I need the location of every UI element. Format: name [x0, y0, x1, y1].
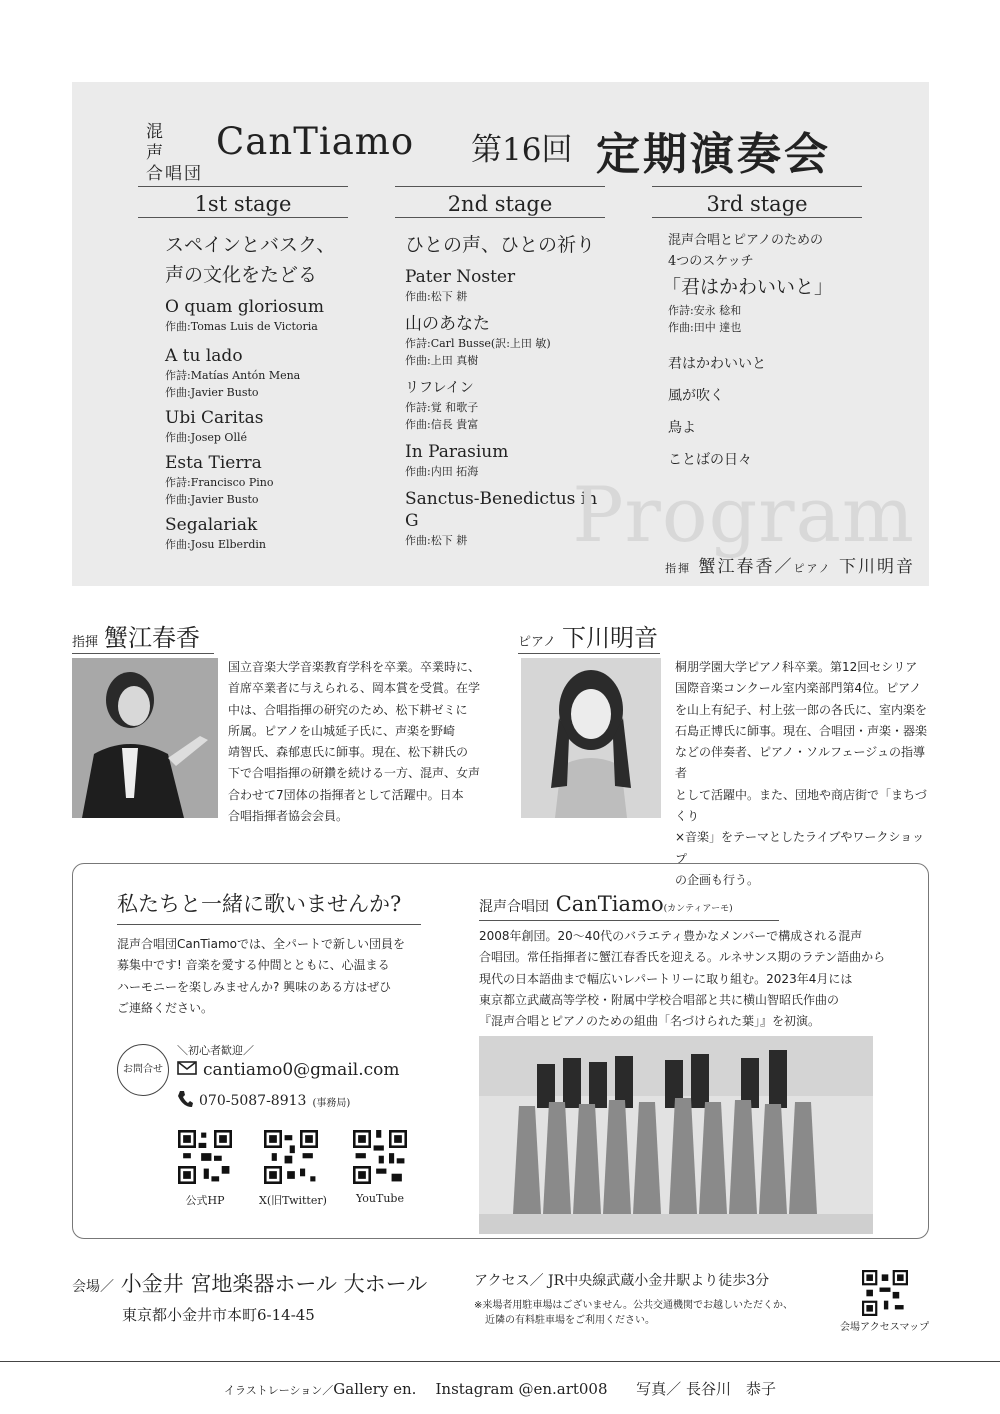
piece-credit: 作詩:Carl Busse(訳:上田 敏) [405, 337, 551, 350]
stage-3 [652, 186, 862, 476]
program-watermark: Program [572, 470, 915, 559]
profile-role: 指揮 [72, 635, 99, 650]
piece-credit: 作曲:内田 拓海 [405, 465, 479, 478]
piece [405, 377, 605, 433]
movement: 君はかわいいと [668, 356, 766, 372]
piece-title: Segalariak [165, 515, 258, 535]
stage-heading: 1st stage [138, 186, 348, 218]
about-line: 合唱団。常任指揮者に蟹江春香氏を迎える。ルネサンス期のラテン語曲から [479, 950, 886, 965]
access-text: JR中央線武蔵小金井駅より徒歩3分 [548, 1273, 770, 1289]
piece-credit: 作曲:田中 達也 [668, 321, 742, 334]
piece-credit: 作詩:安永 稔和 [668, 304, 742, 317]
stage-subtitle-line: スペインとバスク、 [165, 234, 336, 256]
bio-line: を山上有紀子、村上弦一郎の各氏に、室内楽を [675, 702, 928, 717]
photo-credit: 長谷川 恭子 [685, 1380, 776, 1398]
piece-title: 山のあなた [405, 314, 490, 334]
qr-code-icon [264, 1130, 318, 1184]
piece-credit: 作詩:覚 和歌子 [405, 401, 479, 414]
recruitment-line: 混声合唱団CanTiamoでは、全パートで新しい団員を [117, 937, 406, 951]
beginner-note: ＼初心者歓迎／ [177, 1044, 254, 1057]
phone-note: (事務局) [312, 1097, 351, 1109]
about-line: 2008年創団。20〜40代のバラエティ豊かなメンバーで構成される混声 [479, 929, 863, 943]
piece-title: Esta Tierra [165, 453, 262, 473]
venue-label: 会場／ [72, 1279, 114, 1295]
suite-intro [668, 230, 862, 272]
stage-1 [138, 186, 348, 553]
profile-name: 下川明音 [561, 624, 658, 652]
bio-line: 国立音楽大学音楽教育学科を卒業。卒業時に、 [228, 660, 481, 674]
stage-subtitle-line: 声の文化をたどる [165, 264, 318, 286]
venue-address: 東京都小金井市本町6-14-45 [122, 1306, 315, 1324]
stage-subtitle [405, 230, 605, 260]
footer-divider [0, 1361, 1000, 1362]
concert-number: 第16回 [471, 132, 573, 168]
bio-line: などの伴奏者、ピアノ・ソルフェージュの指導者 [675, 745, 925, 781]
phone-row [177, 1090, 350, 1112]
stage-subtitle [165, 230, 348, 290]
qr-youtube[interactable] [348, 1130, 412, 1205]
piece [165, 452, 348, 508]
stage-subtitle-line: ひとの声、ひとの祈り [405, 234, 596, 256]
about-line: 現代の日本語曲まで幅広いレパートリーに取り組む。2023年4月には [479, 971, 853, 986]
stage-heading: 3rd stage [652, 186, 862, 218]
qr-label: YouTube [356, 1192, 404, 1205]
photo-label: 写真／ [636, 1380, 682, 1398]
recruitment-line: ハーモニーを楽しみませんか? 興味のある方はぜひ [117, 979, 392, 994]
bio-line: 靖智氏、森郁恵氏に師事。現在、松下耕氏の [228, 745, 469, 760]
piece [165, 345, 348, 401]
conductor-photo [72, 658, 218, 818]
access-line [474, 1270, 769, 1290]
concert-title: 定期演奏会 [596, 129, 831, 180]
about-text [479, 926, 889, 1032]
contact-badge: お問合せ [117, 1044, 169, 1096]
qr-label: 公式HP [185, 1194, 225, 1207]
piece-credit: 作曲:松下 耕 [405, 290, 468, 303]
piece [405, 313, 605, 369]
suite-title: 「君はかわいいと」 [662, 276, 834, 298]
bio-line: として活躍中。また、団地や商店街で「まちづくり [675, 787, 927, 824]
piece-credit: 作曲:Javier Busto [165, 386, 259, 399]
about-title-reading: (カンティアーモ) [663, 904, 733, 914]
bio-line: 首席卒業者に与えられる、岡本賞を受賞。在学 [228, 681, 481, 696]
separator: ／ [774, 557, 794, 577]
piece-title: Ubi Caritas [165, 408, 264, 428]
piece-title: In Parasium [405, 442, 509, 462]
about-title [479, 892, 779, 921]
piece-credit: 作曲:Josu Elberdin [165, 538, 266, 551]
movement-list [668, 348, 862, 476]
piece-credit: 作曲:信長 貴富 [405, 418, 479, 431]
piece-credit: 作曲:Tomas Luis de Victoria [165, 320, 318, 333]
qr-official-site[interactable] [173, 1130, 237, 1208]
piece [165, 514, 348, 553]
recruitment-section [72, 863, 929, 1239]
recruitment-title: 私たちと一緒に歌いませんか? [117, 888, 421, 925]
profile-heading [518, 618, 660, 654]
illustration-label: イラストレーション／ [224, 1384, 334, 1397]
access-label: アクセス／ [474, 1273, 544, 1289]
bio-line: 桐朋学園大学ピアノ科卒業。第12回セシリア [675, 660, 918, 674]
piece-title: Sanctus-Benedictus in G [405, 489, 598, 531]
about-title-name: CanTiamo [555, 892, 664, 916]
email-link[interactable]: cantiamo0@gmail.com [203, 1060, 400, 1080]
email-row [177, 1060, 399, 1080]
recruitment-text [117, 934, 427, 1019]
qr-code-icon [353, 1130, 407, 1184]
profile-role: ピアノ [518, 635, 556, 650]
movement: 風が吹く [668, 388, 724, 404]
piece [405, 266, 605, 305]
piece-credit: 作詩:Matías Antón Mena [165, 369, 301, 382]
bio-line: ×音楽」をテーマとしたライブやワークショップ [675, 830, 925, 866]
profile-heading [72, 618, 214, 654]
choir-kind-line1: 混 声 [146, 122, 179, 163]
venue-name: 小金井 宮地楽器ホール 大ホール [120, 1272, 428, 1296]
pianist-profile [518, 618, 660, 654]
conductor-bio [228, 657, 488, 827]
conductor-profile [72, 618, 214, 654]
group-photo [479, 1036, 873, 1234]
qr-code-icon [178, 1130, 232, 1184]
qr-x-twitter[interactable] [259, 1130, 327, 1208]
conductor-name: 蟹江春香 [698, 557, 775, 577]
about-title-prefix: 混声合唱団 [479, 899, 549, 915]
credits-footer [0, 1378, 1000, 1399]
phone-icon [177, 1090, 193, 1112]
instagram-credit: Instagram @en.art008 [435, 1380, 608, 1398]
piece-credit: 作曲:松下 耕 [405, 534, 468, 547]
bio-line: 国際音楽コンクール室内楽部門第4位。ピアノ [675, 681, 922, 696]
suite-intro-line: 混声合唱とピアノのための [668, 233, 823, 248]
profile-name: 蟹江春香 [104, 624, 201, 652]
choir-kind [146, 122, 208, 185]
bio-line: 合唱指揮者協会会員。 [228, 809, 349, 824]
piece-title: Pater Noster [405, 267, 516, 287]
illustration-credit: Gallery en. [333, 1380, 417, 1398]
bio-line: 所属。ピアノを山城延子氏に、声楽を野崎 [228, 723, 456, 738]
stage-heading: 2nd stage [395, 186, 605, 218]
bio-line: の企画も行う。 [675, 872, 760, 887]
bio-line: 合わせて7団体の指揮者として活躍中。日本 [228, 787, 464, 802]
program-section [72, 82, 929, 586]
note-line: ※来場者用駐車場はございません。公共交通機関でお越しいただくか、 [474, 1300, 793, 1311]
choir-kind-line2: 合唱団 [146, 164, 203, 184]
piece-credit: 作曲:上田 真樹 [405, 354, 479, 367]
qr-label: X(旧Twitter) [259, 1194, 327, 1207]
piece-title: リフレイン [405, 380, 474, 396]
piece [165, 296, 348, 335]
bio-line: 下で合唱指揮の研鑽を続ける一方、混声、女声 [228, 766, 481, 781]
performers-line [665, 552, 915, 577]
about-line: 『混声合唱とピアノのための組曲「名づけられた葉」』を初演。 [479, 1014, 821, 1029]
note-line: 近隣の有料駐車場をご利用ください。 [485, 1315, 655, 1326]
about-line: 東京都立武蔵高等学校・附属中学校合唱部と共に横山智昭氏作曲の [479, 992, 840, 1007]
recruitment-line: ご連絡ください。 [117, 1000, 214, 1015]
piece-credit: 作詩:Francisco Pino [165, 476, 274, 489]
conductor-role: 指揮 [665, 562, 692, 575]
venue-map-label: 会場アクセスマップ [840, 1322, 930, 1333]
venue-line [72, 1268, 427, 1298]
movement: 鳥よ [668, 420, 696, 436]
mail-icon [177, 1060, 197, 1080]
recruitment-line: 募集中です! 音楽を愛する仲間とともに、心温まる [117, 958, 390, 973]
piece-credit: 作曲:Javier Busto [165, 493, 259, 506]
piece [165, 407, 348, 446]
movement: ことばの日々 [668, 452, 752, 468]
parking-note [474, 1298, 844, 1328]
pianist-role: ピアノ [793, 562, 832, 575]
pianist-bio [675, 657, 935, 891]
concert-title-row [146, 118, 906, 184]
choir-name: CanTiamo [216, 120, 415, 163]
venue-map-qr-icon[interactable] [862, 1270, 908, 1316]
phone-number[interactable]: 070-5087-8913 [199, 1093, 307, 1109]
piece-title: O quam gloriosum [165, 297, 324, 317]
pianist-photo [521, 658, 661, 818]
suite-intro-line: 4つのスケッチ [668, 254, 754, 269]
bio-line: 石島正博氏に師事。現在、合唱団・声楽・器楽 [675, 723, 928, 738]
pianist-name: 下川明音 [839, 557, 915, 577]
piece-credit: 作曲:Josep Ollé [165, 431, 247, 444]
piece-title: A tu lado [165, 346, 243, 366]
bio-line: 中は、合唱指揮の研究のため、松下耕ゼミに [228, 702, 468, 717]
